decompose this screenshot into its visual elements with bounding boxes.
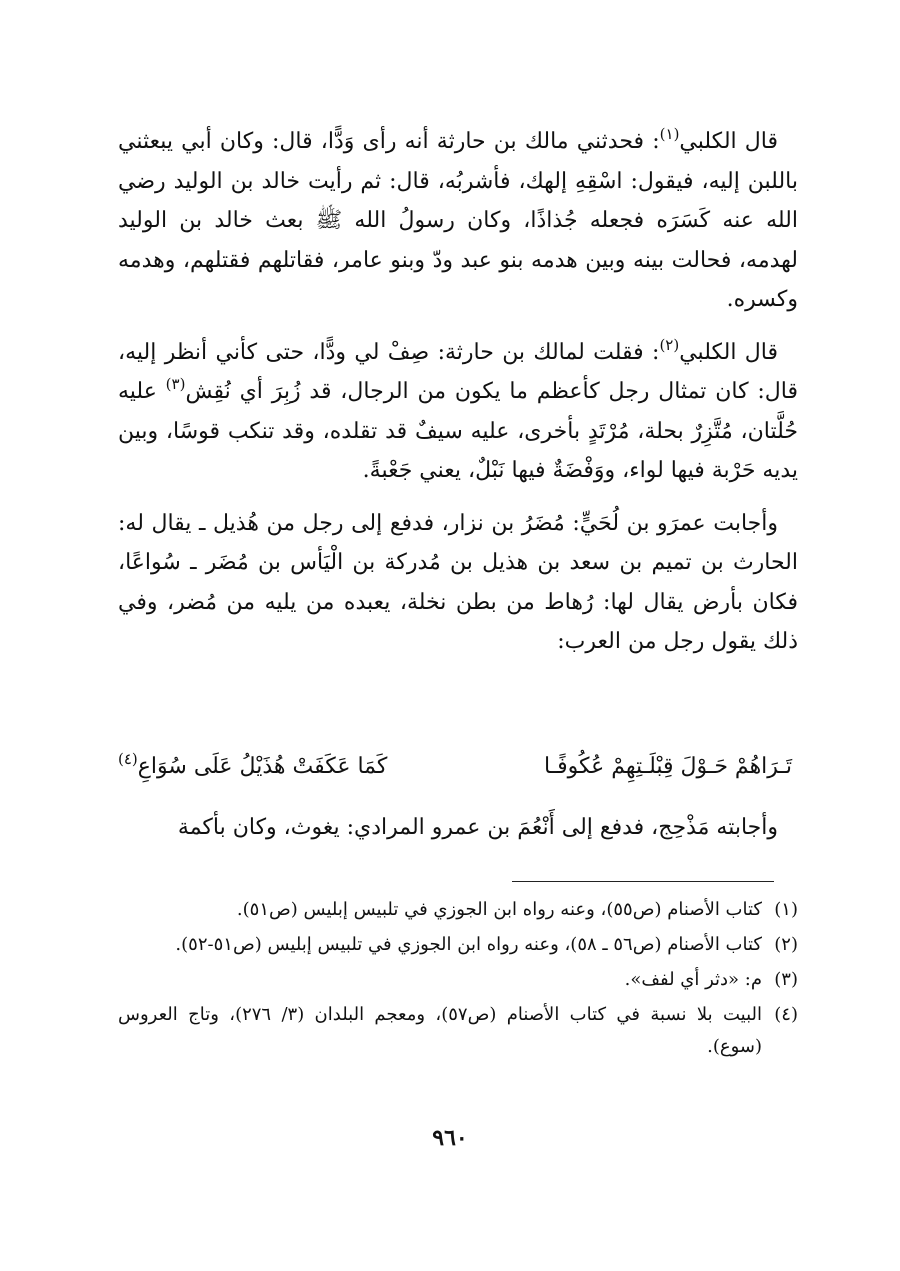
footnote-ref-4: (٤) bbox=[118, 750, 138, 768]
footnotes bbox=[118, 894, 798, 1066]
paragraph-2 bbox=[118, 333, 798, 491]
footnote-ref-3: (٣) bbox=[165, 375, 186, 393]
paragraph-3: وأجابت عمرَو بن لُحَيٍّ: مُضَرُ بن نزار، فدفع إلى رجل من هُذيل ـ يقال له: الحارث بن تميم بن سعد بن هذيل بن مُدركة بن الْيَأس بن مُضَر ـ سُواعًا، فكان بأرض يقال لها: رُهاط من بطن نخلة، يعبده من يليه من مُضر، وفي ذلك يقول رجل من العرب: bbox=[118, 510, 798, 654]
hemistich-1-text: تَـرَاهُمْ حَـوْلَ قِبْلَـتِهِمْ عُكُوفًـا bbox=[543, 754, 792, 779]
main-text bbox=[118, 122, 798, 675]
footnote-number: (٣) bbox=[774, 969, 798, 990]
footnote-number: (١) bbox=[774, 899, 798, 920]
poetry-verse bbox=[118, 745, 798, 789]
footnote-number: (٢) bbox=[774, 934, 798, 955]
footnote-text: م: «دثر أي لفف». bbox=[624, 969, 762, 990]
footnote-ref-1: (١) bbox=[659, 125, 680, 143]
footnote-separator bbox=[512, 881, 774, 882]
footnote-ref-2: (٢) bbox=[659, 335, 680, 354]
page-number: ٩٦٠ bbox=[432, 1125, 468, 1151]
footnote-item bbox=[118, 894, 798, 926]
paragraph-1-text: : فحدثني مالك بن حارثة أنه رأى وَدًّا، قال: وكان أبي يبعثني باللبن إليه، فيقول: اسْقِهِ إلهك، فأشربُه، قال: ثم رأيت خالد بن الوليد رضي الله عنه كَسَرَه فجعله جُذاذًا، وكان رسولُ الله ﷺ بعث خالد بن الوليد لهدمه، فحالت بينه وبين هدمه بنو عبد ودّ وبنو عامر، فقاتلهم فقتلهم، وهدمه وكسره. bbox=[118, 129, 798, 312]
paragraph-1-start: قال الكلبي bbox=[679, 129, 779, 154]
verse-hemistich-1 bbox=[544, 745, 792, 789]
paragraph-2-start: قال الكلبي bbox=[679, 339, 778, 365]
paragraph-2-text-continued: عليه حُلَّتان، مُتَّزِرٌ بحلة، مُرْتَدٍ بأخرى، عليه سيفٌ قد تقلده، وقد تنكب قوسًا، وبين يديه حَرْبة فيها لواء، ووَفْضَةٌ فيها نَبْلٌ، يعني جَعْبةً. bbox=[118, 379, 798, 483]
footnote-item bbox=[118, 999, 798, 1063]
footnote-text: كتاب الأصنام (ص٥٦ ـ ٥٨)، وعنه رواه ابن الجوزي في تلبيس إبليس (ص٥١-٥٢). bbox=[175, 934, 762, 955]
paragraph-2-text: : فقلت لمالك بن حارثة: صِفْ لي ودًّا، حتى كأني أنظر إليه، قال: كان تمثال رجل كأعظم ما يكون من الرجال، قد زُبِرَ أي نُقِش bbox=[118, 339, 798, 404]
footnote-text: كتاب الأصنام (ص٥٥)، وعنه رواه ابن الجوزي في تلبيس إبليس (ص٥١). bbox=[236, 899, 762, 920]
footnote-text: البيت بلا نسبة في كتاب الأصنام (ص٥٧)، ومعجم البلدان (٣/ ٢٧٦)، وتاج العروس (سوع). bbox=[118, 1004, 762, 1057]
hemistich-2-text: كَمَا عَكَفَتْ هُذَيْلُ عَلَى سُوَاعِ bbox=[137, 754, 388, 779]
verse-hemistich-2 bbox=[118, 745, 387, 789]
footnote-item bbox=[118, 964, 798, 996]
paragraph-1 bbox=[118, 122, 798, 320]
footnote-item bbox=[118, 929, 798, 961]
footnote-number: (٤) bbox=[774, 1004, 798, 1025]
paragraph-4: وأجابته مَذْحِج، فدفع إلى أَنْعُمَ بن عمرو المرادي: يغوث، وكان بأكمة bbox=[177, 815, 778, 840]
